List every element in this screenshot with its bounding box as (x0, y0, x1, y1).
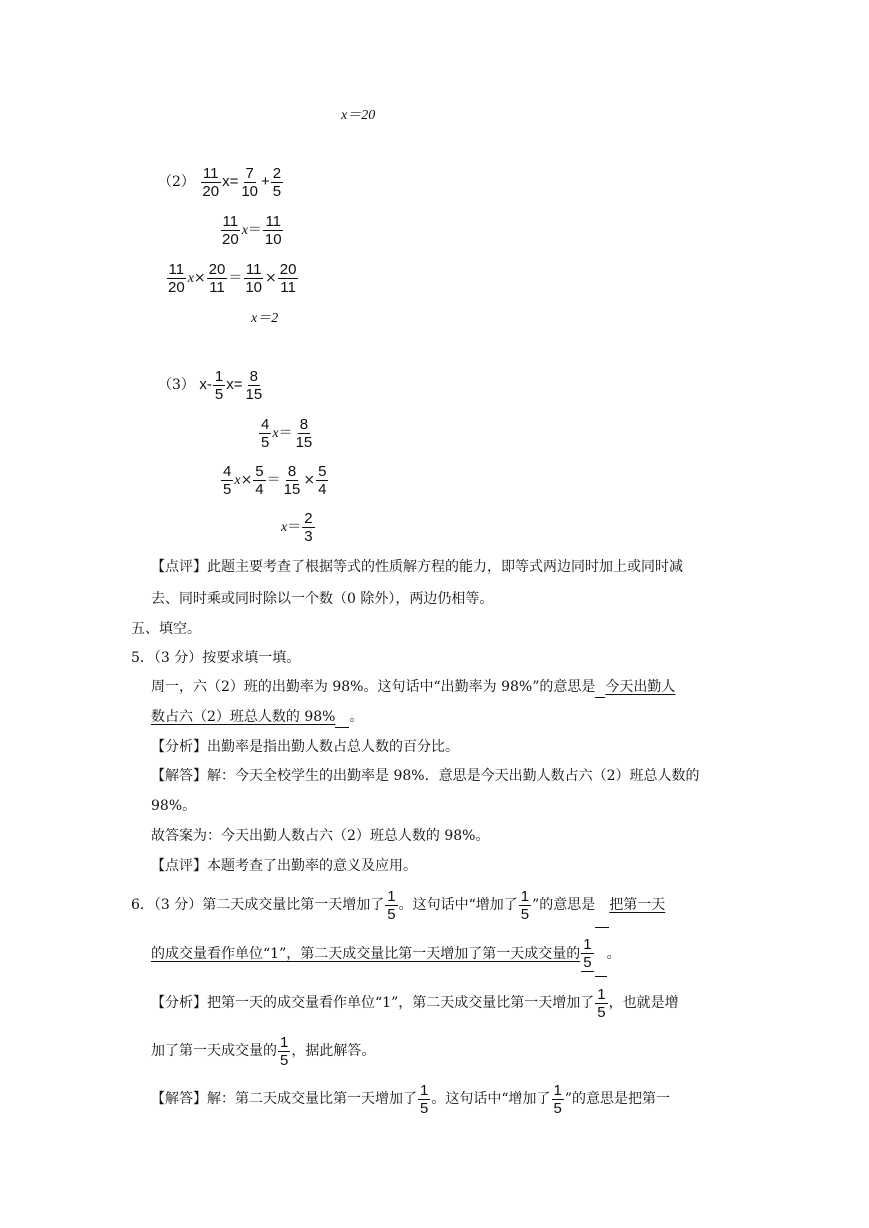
answer-blank (335, 707, 349, 728)
fraction: $\frac{2}{5}$ (272, 164, 282, 200)
eq3-line2: $\frac{4}{5}$ x＝ $\frac{8}{15}$ (261, 415, 313, 451)
fraction: $\frac{1}{5}$ (520, 887, 530, 923)
answer-text: 把第一天 (609, 897, 666, 913)
solution-line: 98%。 (151, 798, 197, 814)
fraction: $\frac{11}{20}$ (202, 164, 220, 200)
q6-stem-line2: 的成交量看作单位“1”，第二天成交量比第一天增加了第一天成交量的 $\frac{1}{5}$ 。 (151, 932, 621, 977)
fraction: $\frac{5}{4}$ (318, 462, 327, 498)
fraction: $\frac{8}{15}$ (295, 415, 313, 451)
comment-line: 【点评】此题主要考查了根据等式的性质解方程的能力，即等式两边同时加上或同时减 (151, 559, 683, 575)
answer-text: 数占六（2）班总人数的 98% (151, 709, 336, 725)
fraction: $\frac{2}{3}$ (304, 509, 313, 545)
analysis-line: 加了第一天成交量的 $\frac{1}{5}$ ，据此解答。 (151, 1033, 376, 1069)
q5-stem-line2: 数占六（2）班总人数的 98% 。 (151, 707, 363, 728)
eq3-line1: （3） x- $\frac{1}{5}$ x= $\frac{8}{15}$ (158, 367, 263, 403)
eq-label: （2） (158, 174, 195, 190)
answer-blank (595, 677, 605, 698)
equation-result: x＝20 (341, 108, 376, 123)
fraction: $\frac{11}{10}$ (245, 260, 263, 296)
answer-text: 今天出勤人 (605, 679, 676, 695)
fraction: $\frac{1}{5}$ (387, 887, 396, 923)
fraction: $\frac{20}{11}$ (279, 260, 297, 296)
q6-stem-line1: 6．（3 分）第二天成交量比第一天增加了 $\frac{1}{5}$ 。这句话中“增加了 $\frac{1}{5}$ ”的意思是 把第一天 (131, 883, 665, 928)
analysis-line: 【分析】出勤率是指出勤人数占总人数的百分比。 (151, 739, 459, 755)
solution-line: 【解答】解：第二天成交量比第一天增加了 $\frac{1}{5}$ 。这句话中“增加了 $\frac{1}{5}$ ”的意思是把第一 (151, 1081, 671, 1117)
eq3-line3: $\frac{4}{5}$ x× $\frac{5}{4}$ ＝ $\frac{8}{15}$ × $\frac{5}{4}$ (223, 462, 327, 498)
fraction: $\frac{1}{5}$ (214, 367, 224, 403)
q4-result (341, 105, 375, 126)
fraction: $\frac{7}{10}$ (241, 164, 259, 200)
answer-text: 的成交量看作单位“1”，第二天成交量比第一天增加了第一天成交量的 (151, 946, 581, 962)
fraction: $\frac{1}{5}$ (280, 1033, 289, 1069)
q5-stem-line1 (151, 677, 675, 698)
fraction: $\frac{8}{15}$ (283, 462, 301, 498)
comment-line: 【点评】本题考查了出勤率的意义及应用。 (151, 858, 417, 874)
fraction: $\frac{4}{5}$ (223, 462, 232, 498)
fraction: $\frac{1}{5}$ (420, 1081, 429, 1117)
section-heading: 五、填空。 (131, 621, 201, 637)
eq3-line4: x＝ $\frac{2}{3}$ (281, 509, 313, 545)
fraction: $\frac{1}{5}$ (597, 985, 606, 1021)
answer-blank (595, 883, 609, 928)
solution-line: 【解答】解：今天全校学生的出勤率是 98%．意思是今天出勤人数占六（2）班总人数的 (151, 768, 700, 784)
equation-result: x＝2 (251, 311, 279, 326)
fraction: $\frac{5}{4}$ (255, 462, 264, 498)
eq2-line3: $\frac{11}{20}$ x× $\frac{20}{11}$ ＝ $\frac{11}{10}$ × $\frac{20}{11}$ (168, 260, 297, 296)
eq2-line2: $\frac{11}{20}$ x＝ $\frac{11}{10}$ (222, 212, 282, 248)
fraction: $\frac{8}{15}$ (245, 367, 263, 403)
answer-blank (595, 932, 607, 977)
analysis-line: 【分析】把第一天的成交量看作单位“1”，第二天成交量比第一天增加了 $\frac{1}{5}$ ，也就是增 (151, 985, 679, 1021)
fraction: $\frac{11}{10}$ (264, 212, 282, 248)
fraction: $\frac{11}{20}$ (222, 212, 239, 248)
final-answer: 故答案为：今天出勤人数占六（2）班总人数的 98%。 (151, 828, 490, 844)
question-stem: 6．（3 分）第二天成交量比第一天增加了 (131, 897, 385, 913)
fraction: $\frac{1}{5}$ (583, 936, 592, 971)
fraction: $\frac{20}{11}$ (208, 260, 226, 296)
eq2-line1: （2） $\frac{11}{20}$ x= $\frac{7}{10}$ + $\frac{2}{5}$ (158, 164, 282, 200)
fraction: $\frac{4}{5}$ (261, 415, 270, 451)
eq-label: （3） (158, 377, 195, 393)
eq2-line4 (251, 308, 278, 329)
question-title: 5．（3 分）按要求填一填。 (131, 650, 301, 666)
fraction: $\frac{1}{5}$ (553, 1081, 562, 1117)
fraction: $\frac{11}{20}$ (168, 260, 185, 296)
comment-line: 去、同时乘或同时除以一个数（0 除外），两边仍相等。 (151, 591, 494, 607)
question-stem: 周一，六（2）班的出勤率为 98%。这句话中“出勤率为 98%”的意思是 (151, 679, 596, 695)
